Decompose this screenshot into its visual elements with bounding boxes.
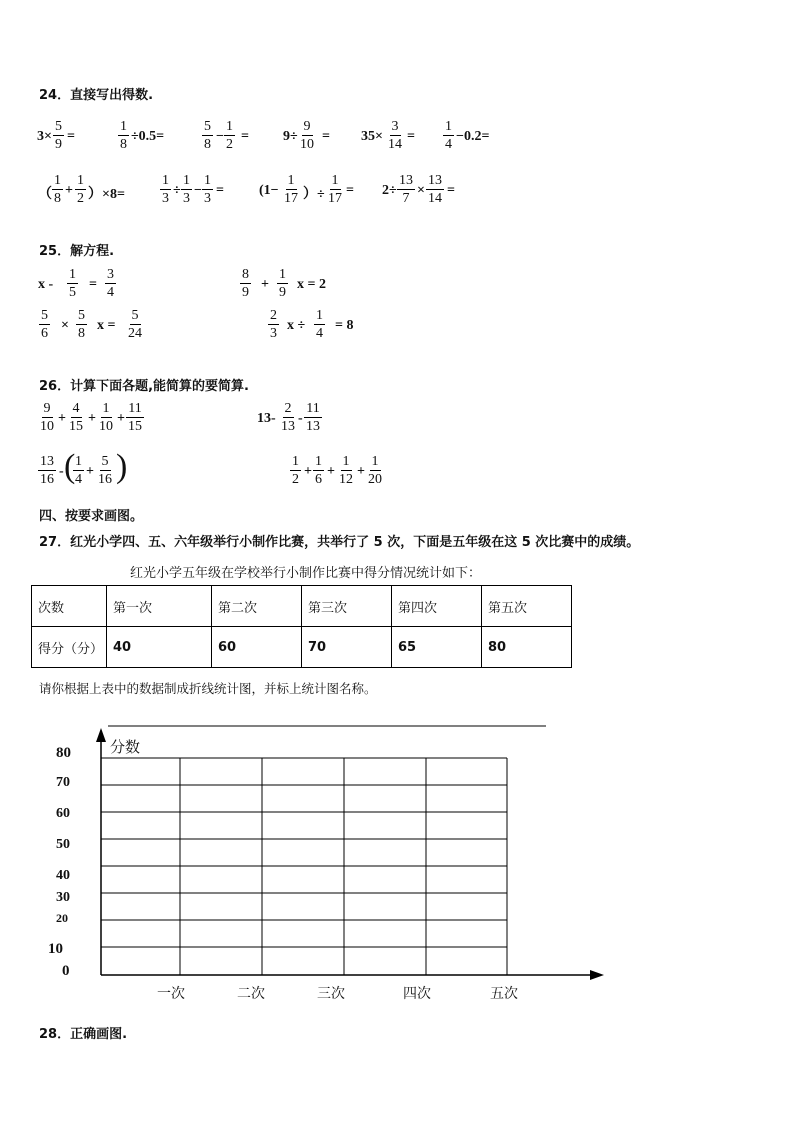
x-tick-label: 二次: [237, 986, 265, 1002]
denominator: 8: [204, 137, 211, 152]
operator: =: [89, 277, 97, 292]
numerator: 13: [428, 173, 442, 188]
denominator: 6: [41, 326, 48, 341]
operator: (1−: [259, 183, 279, 198]
denominator: 13: [306, 419, 320, 434]
operator: x -: [38, 277, 54, 292]
q25-title: 25．解方程.: [39, 244, 115, 259]
y-tick-label: 10: [48, 941, 63, 957]
fraction: [67, 400, 85, 435]
fraction: [326, 172, 344, 207]
operator: +: [117, 411, 125, 426]
numerator: 1: [183, 173, 190, 188]
fraction: [240, 266, 251, 301]
denominator: 9: [55, 137, 62, 152]
operator: = 8: [335, 318, 354, 333]
denominator: 15: [69, 419, 83, 434]
numerator: 4: [72, 401, 80, 416]
numerator: 9: [303, 119, 311, 134]
q26-title: 26．计算下面各题,能简算的要简算.: [39, 379, 249, 394]
fraction: [268, 307, 279, 342]
operator: ）÷: [303, 187, 325, 202]
numerator: 5: [55, 119, 62, 134]
y-tick-label: 20: [56, 911, 68, 925]
numerator: 5: [41, 308, 48, 323]
operator: x ÷: [287, 318, 306, 333]
fraction: [105, 266, 116, 301]
denominator: 14: [428, 191, 442, 206]
x-axis-arrow: [590, 970, 604, 980]
operator: 2÷: [382, 183, 397, 198]
operator: 35×: [361, 129, 383, 144]
operator: =: [346, 183, 354, 198]
operator: +: [357, 464, 365, 479]
q27-title: 27．红光小学四、五、六年级举行小制作比赛，共举行了 5 次，下面是五年级在这 5 次比赛中的成绩。: [39, 535, 640, 550]
y-tick-label: 70: [56, 775, 70, 790]
numerator: 1: [226, 119, 233, 134]
table-row: [32, 627, 572, 668]
denominator: 2: [292, 472, 299, 487]
operator: −: [216, 129, 224, 144]
table-cell: 80: [482, 627, 572, 668]
operator: +: [58, 411, 66, 426]
fraction: [75, 172, 86, 207]
denominator: 10: [99, 419, 113, 434]
fraction: [67, 266, 78, 301]
denominator: 17: [284, 191, 298, 206]
operator: −: [194, 183, 202, 198]
numerator: 1: [54, 173, 61, 188]
numerator: 9: [43, 401, 51, 416]
denominator: 3: [270, 326, 277, 341]
denominator: 10: [300, 137, 314, 152]
fraction: [304, 400, 322, 435]
numerator: 2: [270, 308, 277, 323]
fraction: [52, 172, 63, 207]
numerator: 5: [101, 454, 109, 469]
denominator: 8: [120, 137, 127, 152]
numerator: 1: [342, 454, 350, 469]
numerator: 1: [287, 173, 295, 188]
operator: x =: [97, 318, 116, 333]
operator: −0.2=: [456, 129, 490, 144]
paren: ): [116, 448, 128, 485]
operator: =: [216, 183, 224, 198]
denominator: 20: [368, 472, 382, 487]
fraction: [118, 118, 129, 153]
table-header-cell: 第一次: [107, 586, 212, 627]
denominator: 3: [162, 191, 169, 206]
operator: 9÷: [283, 129, 298, 144]
numerator: 11: [128, 401, 142, 416]
numerator: 1: [371, 454, 379, 469]
numerator: 8: [242, 267, 249, 282]
numerator: 1: [102, 401, 110, 416]
numerator: 3: [107, 267, 114, 282]
fraction: [202, 172, 213, 207]
fraction: [53, 118, 64, 153]
y-tick-label: 80: [56, 745, 71, 761]
fraction: [181, 172, 192, 207]
denominator: 4: [107, 285, 114, 300]
y-axis-arrow: [96, 728, 106, 742]
q28-title: 28．正确画图.: [39, 1027, 128, 1042]
table-header-cell: 第五次: [482, 586, 572, 627]
y-tick-label: 40: [56, 868, 70, 883]
denominator: 24: [128, 326, 142, 341]
section4-title: 四、按要求画图。: [39, 509, 144, 524]
table-caption: 红光小学五年级在学校举行小制作比赛中得分情况统计如下：: [130, 566, 482, 581]
denominator: 3: [204, 191, 211, 206]
denominator: 8: [78, 326, 85, 341]
table-cell: 70: [302, 627, 392, 668]
fraction: [126, 307, 144, 342]
table-header-row: [32, 586, 572, 627]
denominator: 5: [69, 285, 76, 300]
denominator: 9: [279, 285, 286, 300]
numerator: 5: [204, 119, 211, 134]
fraction: [97, 400, 115, 435]
y-axis-label: 分数: [110, 738, 141, 756]
operator: =: [67, 129, 75, 144]
operator: +: [261, 277, 269, 292]
fraction: [426, 172, 444, 207]
numerator: 1: [75, 454, 82, 469]
denominator: 3: [183, 191, 190, 206]
fraction: [366, 453, 384, 488]
fraction: [126, 400, 144, 435]
fraction: [96, 453, 114, 488]
numerator: 2: [284, 401, 292, 416]
paren: (: [64, 448, 76, 485]
x-tick-label: 一次: [157, 986, 185, 1002]
operator: +: [327, 464, 335, 479]
operator: =: [322, 129, 330, 144]
denominator: 14: [388, 137, 402, 152]
numerator: 13: [399, 173, 413, 188]
numerator: 1: [204, 173, 211, 188]
fraction: [314, 307, 325, 342]
operator: ）×8=: [88, 187, 125, 202]
fraction: [38, 453, 56, 488]
operator: （: [38, 187, 52, 202]
denominator: 10: [40, 419, 54, 434]
denominator: 4: [445, 137, 452, 152]
numerator: 1: [162, 173, 169, 188]
y-tick-label: 60: [56, 806, 70, 821]
numerator: 1: [292, 454, 299, 469]
operator: +: [304, 464, 312, 479]
denominator: 2: [77, 191, 84, 206]
operator: ÷: [173, 183, 181, 198]
denominator: 2: [226, 137, 233, 152]
operator: x = 2: [297, 277, 326, 292]
denominator: 9: [242, 285, 249, 300]
operator: =: [447, 183, 455, 198]
table-cell: 60: [212, 627, 302, 668]
fraction: [290, 453, 301, 488]
y-tick-label: 30: [56, 890, 70, 905]
fraction: [38, 400, 56, 435]
score-table: [31, 585, 572, 668]
operator: -: [59, 464, 64, 479]
table-header-cell: 第三次: [302, 586, 392, 627]
fraction: [277, 266, 288, 301]
numerator: 5: [78, 308, 85, 323]
x-tick-label: 三次: [317, 986, 345, 1002]
fraction: [337, 453, 355, 488]
table-cell: 40: [107, 627, 212, 668]
denominator: 4: [75, 472, 82, 487]
denominator: 8: [54, 191, 61, 206]
table-row-label: 得分（分）: [32, 627, 107, 668]
numerator: 11: [306, 401, 320, 416]
q27-instruction: 请你根据上表中的数据制成折线统计图，并标上统计图名称。: [39, 681, 377, 696]
denominator: 6: [315, 472, 322, 487]
fraction: [73, 453, 84, 488]
fraction: [397, 172, 415, 207]
x-tick-label: 五次: [490, 986, 518, 1002]
operator: +: [65, 183, 73, 198]
numerator: 1: [69, 267, 76, 282]
operator: -: [298, 411, 303, 426]
fraction: [39, 307, 50, 342]
denominator: 12: [339, 472, 353, 487]
table-header-cell: 第二次: [212, 586, 302, 627]
fraction: [282, 172, 300, 207]
operator: 13-: [257, 411, 276, 426]
operator: ×: [61, 318, 69, 333]
numerator: 5: [131, 308, 139, 323]
denominator: 7: [402, 191, 410, 206]
operator: ÷0.5=: [131, 129, 165, 144]
operator: ×: [417, 183, 425, 198]
y-tick-label: 0: [62, 963, 70, 979]
numerator: 13: [40, 454, 54, 469]
operator: 3×: [37, 129, 52, 144]
denominator: 15: [128, 419, 142, 434]
numerator: 1: [315, 454, 322, 469]
fraction: [443, 118, 454, 153]
fraction: [386, 118, 404, 153]
numerator: 1: [77, 173, 84, 188]
numerator: 1: [331, 173, 339, 188]
numerator: 1: [445, 119, 452, 134]
fraction: [202, 118, 213, 153]
fraction: [298, 118, 316, 153]
denominator: 16: [98, 472, 112, 487]
denominator: 17: [328, 191, 342, 206]
denominator: 4: [316, 326, 323, 341]
table-header-cell: 第四次: [392, 586, 482, 627]
numerator: 1: [316, 308, 323, 323]
table-cell: 65: [392, 627, 482, 668]
denominator: 16: [40, 472, 54, 487]
q24-title: 24．直接写出得数.: [39, 88, 154, 103]
x-tick-label: 四次: [403, 986, 431, 1002]
table-header-cell: 次数: [32, 586, 107, 627]
numerator: 3: [391, 119, 399, 134]
numerator: 1: [120, 119, 127, 134]
denominator: 13: [281, 419, 295, 434]
operator: +: [86, 464, 94, 479]
fraction: [224, 118, 235, 153]
fraction: [76, 307, 87, 342]
operator: +: [88, 411, 96, 426]
fraction: [279, 400, 297, 435]
operator: =: [241, 129, 249, 144]
numerator: 1: [279, 267, 286, 282]
operator: =: [407, 129, 415, 144]
fraction: [160, 172, 171, 207]
y-tick-label: 50: [56, 837, 70, 852]
fraction: [313, 453, 324, 488]
